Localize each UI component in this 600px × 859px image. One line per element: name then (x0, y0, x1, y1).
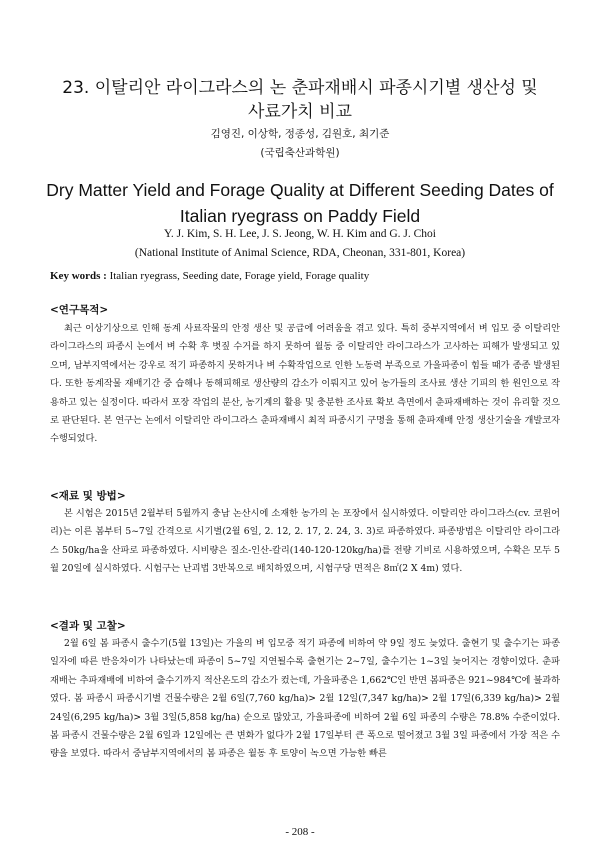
korean-authors: 김영진, 이상학, 정종성, 김원호, 최기준 (210, 128, 390, 140)
section-body-purpose: 최근 이상기상으로 인해 동계 사료작물의 안정 생산 및 공급에 어려움을 겪고 있다. 특히 중부지역에서 벼 입모 중 이탈리안 라이그라스의 파종시 논에서 벼 수확 후 볏짚 수거를 하지 못하여 월동 중 이탈리안 라이그라스가 고사하는 피해가 발생되고 있으며, 남부지역에서는 강우로 적기 파종하지 못하거나 벼 수확작업으로 인한 노동력 부족으로 가을파종이 힘들 때가 종종 발생된다. 또한 동계작물 재배기간 중 습해나 동해피해로 생산량의 감소가 이뤄지고 있어 농가들의 조사료 생산 기피의 한 원인으로 작용하고 있는 실정이다. 따라서 포장 작업의 분산, 농기계의 활용 및 충분한 조사료 확보 측면에서 춘파재배하는 것이 유리할 것으로 판단된다. 본 연구는 논에서 이탈리안 라이그라스 춘파재배시 최적 파종시기 구명을 통해 춘파재배 안정 생산기술을 개발코자 수행되었다. (50, 323, 560, 445)
english-title-line2: Italian ryegrass on Paddy Field (179, 206, 421, 226)
korean-affiliation: (국립축산과학원) (260, 147, 340, 159)
section-body-results: 2월 6일 봄 파종시 출수기(5월 13일)는 가을의 벼 입모중 적기 파종에 비하여 약 9일 정도 늦었다. 출현기 및 출수기는 파종일자에 따른 반응차이가 나타났는데 파종이 5~7일 지연될수록 출현기는 2~7일, 출수기는 1~3일 늦어지는 경향이었다. 춘파재배는 추파재배에 비하여 출수기까지 적산온도의 감소가 컸는데, 가을파종은 1,662℃인 반면 봄파종은 921~984℃에 불과하였다. 봄 파종시 파종시기별 건물수량은 2월 6일(7,760 kg/ha)> 2월 12일(7,347 kg/ha)> 2월 17일(6,339 kg/ha)> 2월 24일(6,295 kg/ha)> 3월 3일(5,858 kg/ha) 순으로 많았고, 가을파종에 비하여 2월 6일 파종의 수량은 78.8% 수준이었다. 봄 파종시 건물수량은 2월 6일과 12일에는 큰 변화가 없다가 2월 17일부터 큰 폭으로 떨어졌고 3월 3일 파종에서 가장 적은 수량을 보였다. 따라서 중남부지역에서의 봄 파종은 월동 후 토양이 녹으면 가능한 빠른 (50, 638, 560, 760)
keywords-label: Key words : (50, 270, 107, 282)
english-authors: Y. J. Kim, S. H. Lee, J. S. Jeong, W. H. Kim and G. J. Choi (164, 228, 436, 240)
keywords (50, 268, 560, 284)
page-number: - 208 - (285, 826, 315, 838)
korean-title-line2: 사료가치 비교 (248, 102, 352, 122)
english-title-line1: Dry Matter Yield and Forage Quality at Different Seeding Dates of (46, 180, 554, 200)
section-heading-purpose: <연구목적> (50, 304, 109, 316)
section-heading-results: <결과 및 고찰> (50, 620, 126, 632)
english-title (30, 177, 570, 229)
section-body-methods: 본 시험은 2015년 2월부터 5월까지 충남 논산시에 소재한 농가의 논 포장에서 실시하였다. 이탈리안 라이그라스(cv. 코윈어리)는 이른 봄부터 5~7일 간격으로 시기별(2월 6일, 2. 12, 2. 17, 2. 24, 3. 3)로 파종하였다. 파종방법은 이탈리안 라이그라스 50kg/ha을 산파로 파종하였다. 시비량은 질소-인산-칼리(140-120-120kg/ha)를 전량 기비로 시용하였으며, 수확은 모두 5월 20일에 실시하였다. 시험구는 난괴법 3반복으로 배치하였으며, 시험구당 면적은 8㎡(2 X 4m) 였다. (50, 508, 560, 575)
english-affiliation: (National Institute of Animal Science, RDA, Cheonan, 331-801, Korea) (134, 247, 466, 259)
keywords-text: Italian ryegrass, Seeding date, Forage yield, Forage quality (109, 270, 370, 282)
korean-title (40, 76, 560, 124)
korean-title-line1: 23. 이탈리안 라이그라스의 논 춘파재배시 파종시기별 생산성 및 (62, 78, 538, 98)
section-heading-methods: <재료 및 방법> (50, 490, 126, 502)
